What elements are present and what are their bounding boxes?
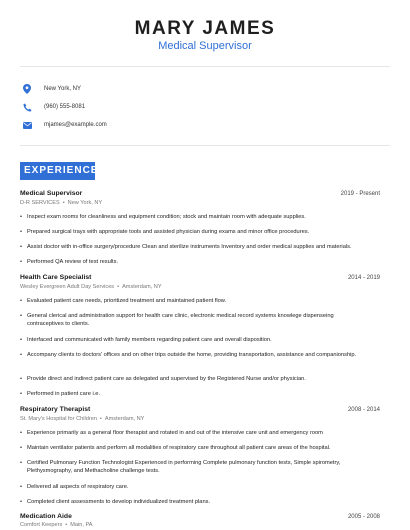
job-bullet: • Experience primarily as a general floor therapist and rotated in and out of the intensive care unit and emergency room — [20, 429, 370, 437]
company-location: Amsterdam, NY — [104, 416, 145, 422]
contact-divider — [20, 145, 390, 146]
job-org: St. Mary's Hospital for Children • Amsterdam, NY — [20, 416, 145, 422]
contact-email — [20, 118, 390, 132]
company-name: Wesley Evergreen Adult Day Services — [20, 284, 115, 290]
job-dates: 2019 - Present — [340, 191, 380, 197]
company-name: Comfort Keepers — [20, 522, 63, 528]
job-org: D-R SERVICES • New York, NY — [20, 200, 103, 206]
job-bullet: • Performed QA review of test results. — [20, 258, 370, 266]
company-name: D-R SERVICES — [20, 200, 60, 206]
phone-text: (960) 555-8081 — [44, 104, 86, 110]
company-location: New York, NY — [67, 200, 103, 206]
job-bullet: • Completed client assessments to develop individualized treatment plans. — [20, 498, 370, 506]
job-bullet: • Inspect exam rooms for cleanliness and equipment condition; stock and maintain room with adequate supplies. — [20, 213, 370, 221]
job-bullet: • Assist doctor with in-office surgery/procedure Clean and sterilize instruments Inventory and order medical supplies and materials. — [20, 243, 370, 251]
location-text: New York, NY — [44, 86, 82, 92]
job-dates: 2008 - 2014 — [347, 407, 380, 413]
name-heading: MARY JAMES — [134, 18, 276, 39]
job-bullet: • Evaluated patient care needs, prioritized treatment and maintained patient flow. — [20, 297, 370, 305]
contact-phone — [20, 100, 390, 114]
experience-section-title: EXPERIENCE — [20, 162, 95, 180]
company-name: St. Mary's Hospital for Children — [20, 416, 97, 422]
map-pin-icon — [20, 82, 34, 96]
job-title: Health Care Specialist — [20, 274, 92, 281]
job-title-heading: Medical Supervisor — [158, 40, 252, 52]
job-bullet: • Interfaced and communicated with family members regarding patient care and overall disposition. — [20, 336, 370, 344]
job-title: Respiratory Therapist — [20, 406, 91, 413]
job-bullet: • Accompany clients to doctors' offices and on other trips outside the home, providing transportation, assistance and companionship. — [20, 351, 370, 359]
company-location: Amsterdam, NY — [122, 284, 162, 290]
job-bullet: • Prepared surgical trays with appropriate tools and assisted physician during exams and minor office procedures. — [20, 228, 370, 236]
job-dates: 2014 - 2019 — [347, 275, 380, 281]
job-bullet: • Maintain ventilator patients and perform all modalities of respiratory care throughout all patient care areas of the hospital. — [20, 444, 370, 452]
job-title: Medication Aide — [20, 513, 72, 520]
company-location: Main, PA — [70, 522, 93, 528]
job-bullet: • Performed in patient care i.e. — [20, 390, 370, 398]
job-dates: 2005 - 2008 — [347, 514, 380, 520]
job-org: Comfort Keepers • Main, PA — [20, 522, 93, 528]
job-title: Medical Supervisor — [20, 190, 83, 197]
job-bullet: • Certified Pulmonary Function Technologist Experienced in performing Complete pulmonary function tests, Simple spirometry, Plethysmography, and Methacholine challenge tests. — [20, 459, 370, 475]
job-bullet: • Provide direct and indirect patient care as delegated and supervised by the Registered Nurse and/or physician. — [20, 375, 370, 383]
header-divider — [20, 66, 390, 67]
email-text: mjames@example.com — [44, 122, 107, 128]
mail-icon — [20, 118, 34, 132]
phone-icon — [20, 100, 34, 114]
contact-location — [20, 82, 390, 96]
job-bullet: • Delivered all aspects of respiratory care. — [20, 483, 370, 491]
job-bullet: • General clerical and administration support for health care clinic, electronic medical record systems knowlege dispenseing contraceptives to clients. — [20, 312, 370, 328]
job-org: Wesley Evergreen Adult Day Services • Amsterdam, NY — [20, 284, 162, 290]
